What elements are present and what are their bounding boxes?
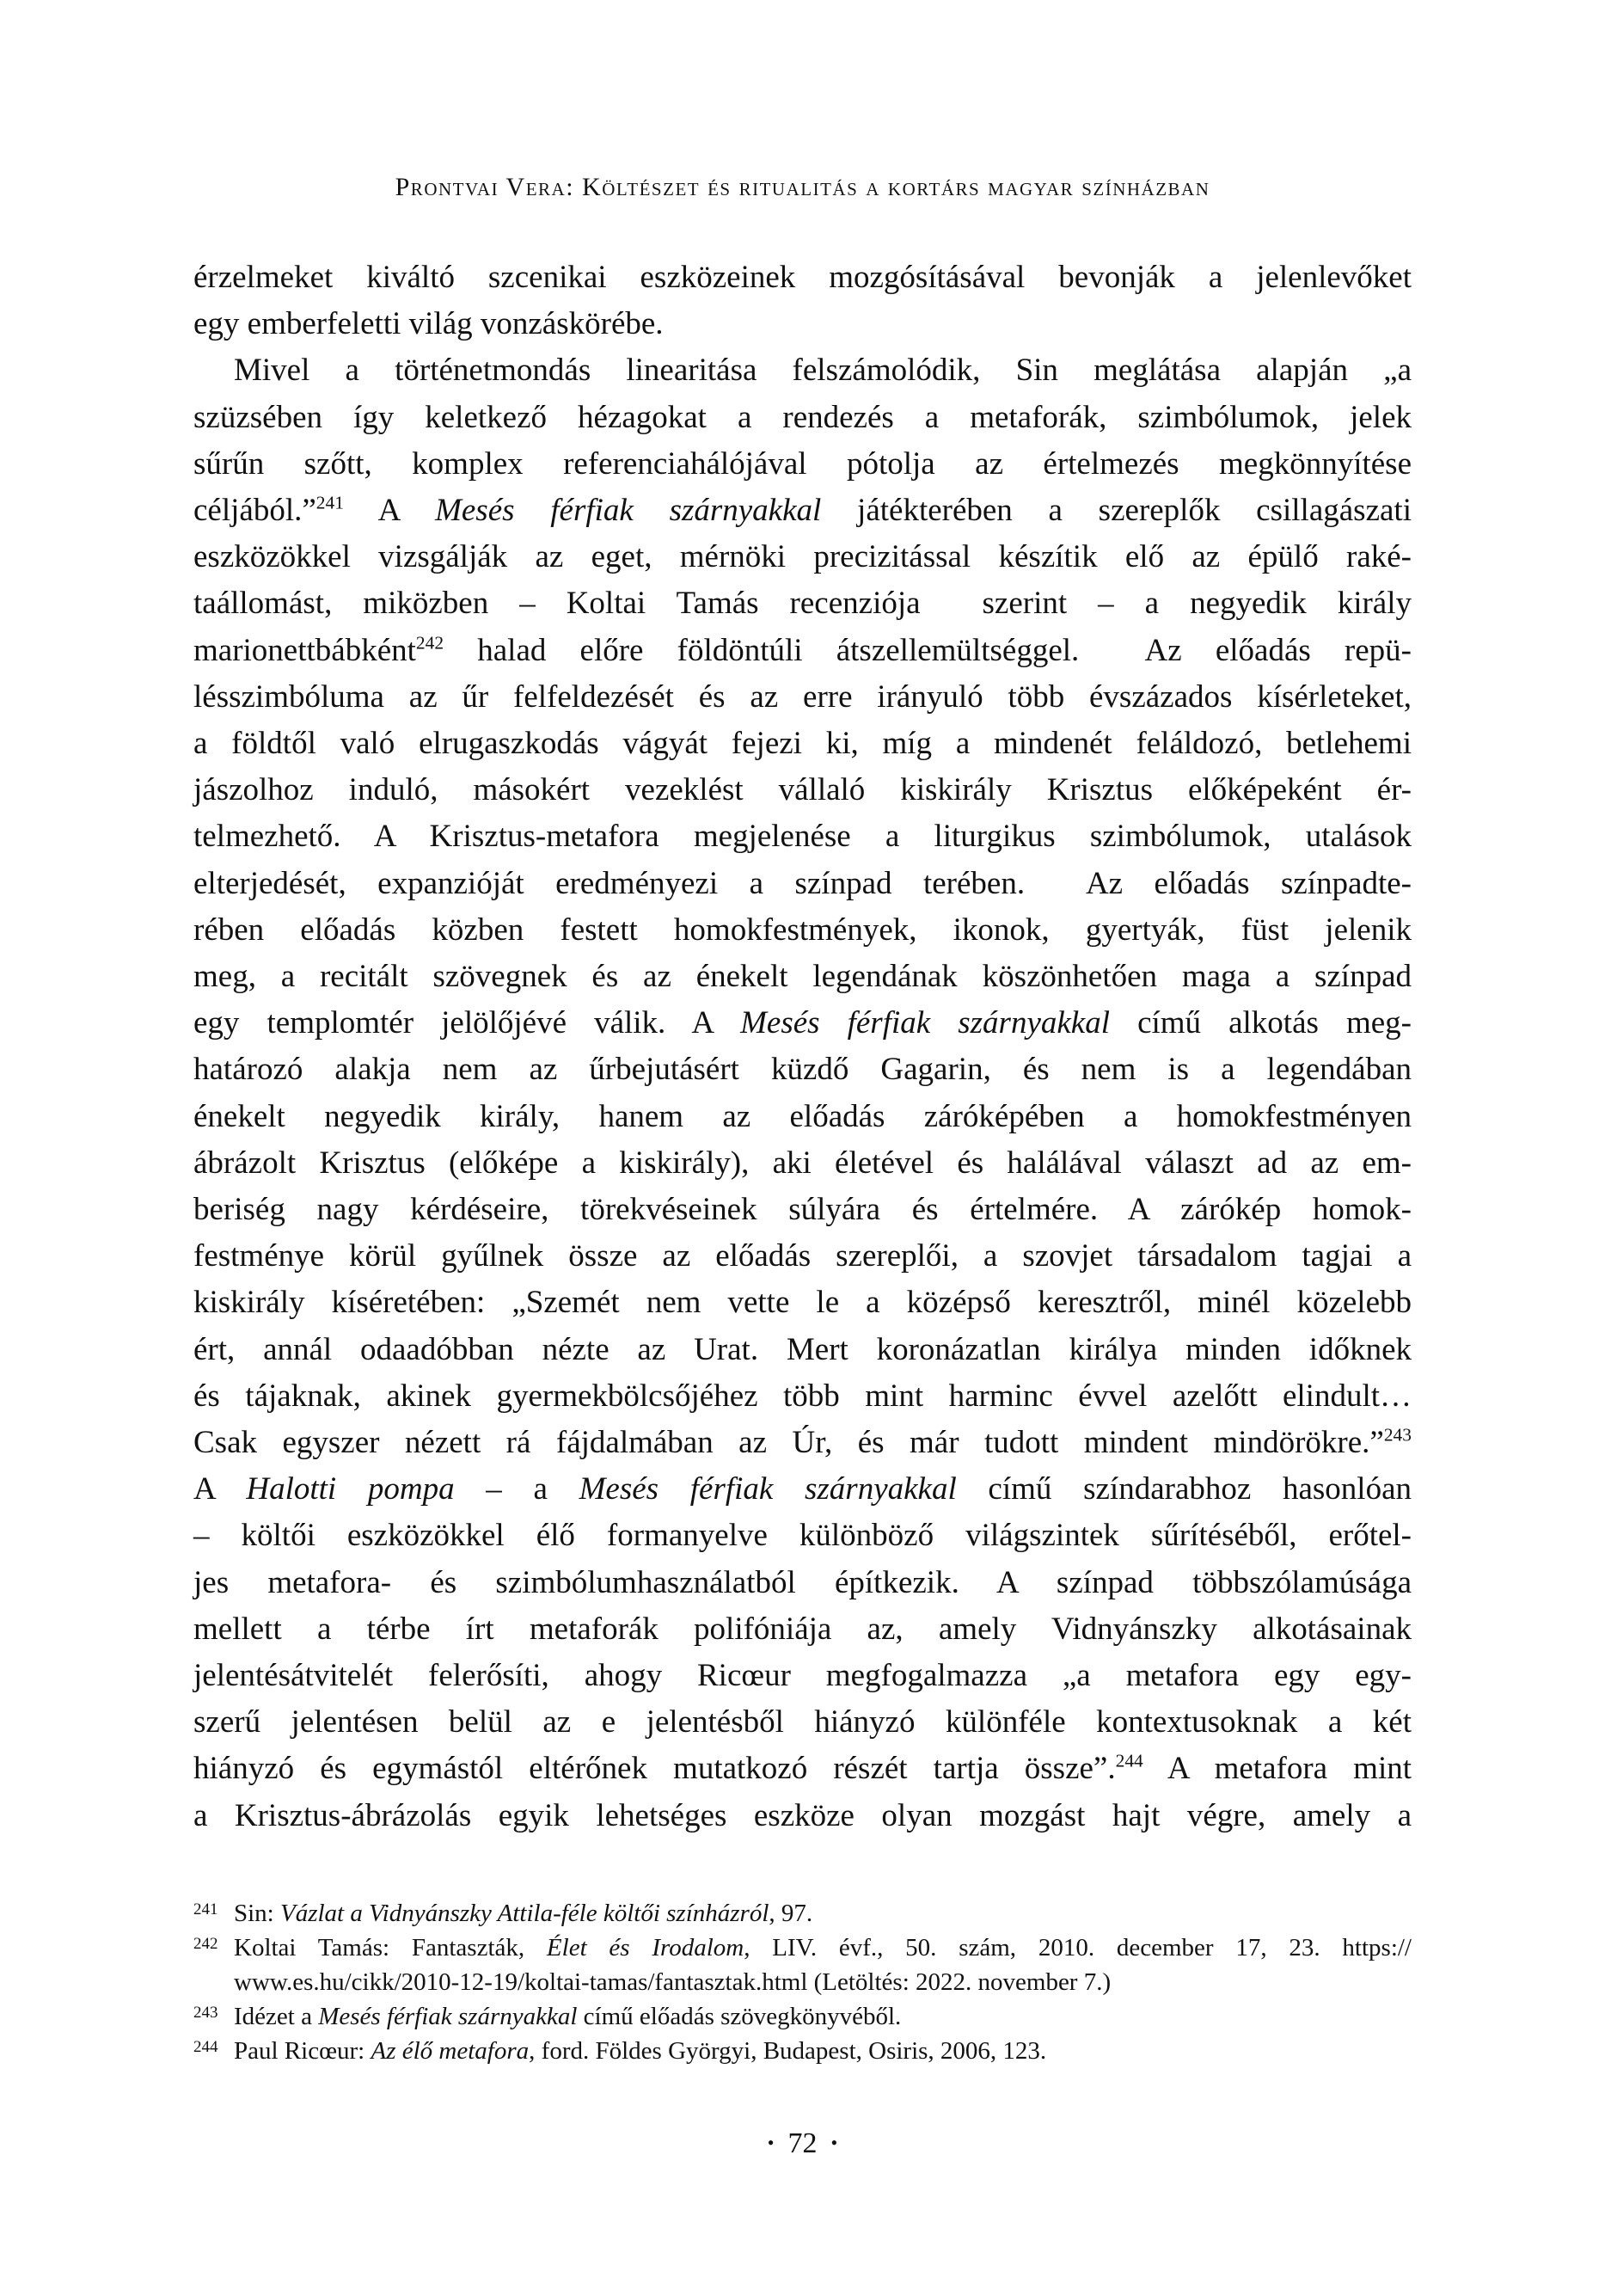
text-segment: Csak egyszer nézett rá fájdalmában az Úr, és már tudott mindent mindörökre.” (193, 1425, 1384, 1460)
text-segment: telmezhető. A Krisztus-metafora megjelenése a liturgikus szimbólumok, utalások (193, 819, 1412, 855)
text-segment: kiskirály kíséretében: „Szemét nem vette le a középső keresztről, minél közelebb (193, 1285, 1412, 1321)
text-segment: a Krisztus-ábrázolás egyik lehetséges eszköze olyan mozgást hajt végre, amely a (193, 1797, 1412, 1833)
text-segment: A (343, 493, 436, 528)
text-segment: Koltai Tamás: Fantaszták, (234, 1934, 547, 1961)
footnote-line (234, 2034, 1412, 2068)
footnote-number: 243 (193, 2004, 218, 2022)
body-line (193, 1653, 1412, 1699)
text-segment: , LIV. évf., 50. szám, 2010. december 17, 23. https:// (744, 1934, 1412, 1961)
text-segment: céljából.” (193, 493, 316, 528)
text-segment: sűrűn szőtt, komplex referenciahálójával pótolja az értelmezés megkönnyítése (193, 445, 1412, 482)
footnote-reference[interactable]: 241 (315, 492, 344, 513)
text-segment: szerű jelentésen belül az e jelentésből hiányzó különféle kontextusoknak a két (193, 1704, 1412, 1740)
body-line (193, 488, 1412, 534)
text-segment: halad előre földöntúli átszellemültséggel. Az előadás repü- (444, 632, 1412, 668)
body-line (193, 674, 1412, 721)
text-segment: és tájaknak, akinek gyermekbölcsőjéhez több mint harminc évvel azelőtt elindult… (193, 1378, 1412, 1414)
body-line (193, 1373, 1412, 1420)
body-line (193, 1746, 1412, 1792)
footnote-number: 244 (193, 2038, 218, 2056)
body-line (193, 954, 1412, 1000)
body-line (193, 1280, 1412, 1326)
body-line (193, 813, 1412, 860)
text-segment: A metafora mint (1142, 1751, 1412, 1787)
footnote-reference[interactable]: 244 (1115, 1751, 1143, 1772)
text-segment: szüzsében így keletkező hézagokat a rendezés a metaforák, szimbólumok, jelek (193, 399, 1412, 435)
text-segment: taállomást, miközben – Koltai Tamás recenziója szerint – a negyedik király (193, 586, 1412, 622)
page-number (0, 2126, 1605, 2161)
footnote-reference[interactable]: 242 (415, 632, 444, 654)
running-head: Prontvai Vera: Költészet és ritualitás a kortárs magyar színházban (395, 173, 1210, 201)
body-line (193, 1000, 1412, 1047)
body-line (193, 580, 1412, 627)
italic-title: Mesés férfiak szárnyakkal (579, 1471, 957, 1507)
text-segment: érzelmeket kiváltó szcenikai eszközeinek mozgósításával bevonják a jelenlevőket (193, 260, 1412, 295)
text-segment: Paul Ricœur: (234, 2037, 371, 2065)
text-segment: eszközökkel vizsgálják az eget, mérnöki precizitással készítik elő az épülő raké- (193, 539, 1412, 575)
text-segment: a földtől való elrugaszkodás vágyát fejezi ki, míg a mindenét feláldozó, betlehemi (193, 726, 1412, 761)
body-line (193, 1187, 1412, 1233)
italic-title: Az élő metafora (371, 2037, 530, 2065)
body-line (193, 1793, 1412, 1839)
text-segment: jászolhoz induló, másokért vezeklést vállaló kiskirály Krisztus előképeként ér- (193, 772, 1412, 808)
text-segment: hiányzó és egymástól eltérőnek mutatkozó részét tartja össze”. (193, 1751, 1116, 1787)
italic-title: Mesés férfiak szárnyakkal (740, 1005, 1110, 1041)
body-line (193, 1606, 1412, 1653)
text-segment: című előadás szövegkönyvéből. (577, 2003, 902, 2030)
footnote-number: 241 (193, 1900, 218, 1918)
body-line (193, 1560, 1412, 1606)
page-number-value: 72 (787, 2127, 818, 2159)
body-line (193, 1327, 1412, 1373)
text-segment: egy templomtér jelölőjévé válik. A (193, 1005, 741, 1041)
body-line (193, 534, 1412, 580)
body-line (193, 1699, 1412, 1746)
footnote-line (234, 1896, 1412, 1931)
footnote-reference[interactable]: 243 (1383, 1424, 1412, 1446)
text-segment: A (193, 1471, 247, 1507)
text-segment: című színdarabhoz hasonlóan (956, 1471, 1412, 1507)
text-segment: meg, a recitált szövegnek és az énekelt legendának köszönhetően maga a színpad (193, 959, 1412, 994)
text-segment: ábrázolt Krisztus (előképe a kiskirály), aki életével és halálával választ ad az em- (193, 1145, 1412, 1181)
text-segment: festménye körül gyűlnek össze az előadás szereplői, a szovjet társadalom tagjai a (193, 1238, 1412, 1274)
footnote-line (234, 1965, 1412, 1999)
text-segment: elterjedését, expanzióját eredményezi a színpad terében. Az előadás színpadte- (193, 865, 1412, 901)
text-segment: egy emberfeletti világ vonzáskörébe. (193, 306, 664, 342)
text-segment: – a (454, 1471, 579, 1507)
text-segment: Idézet a (234, 2003, 319, 2030)
text-segment: , ford. Földes Györgyi, Budapest, Osiris, 2006, 123. (529, 2037, 1047, 2065)
body-line (193, 1094, 1412, 1140)
body-line (193, 301, 1412, 347)
text-segment: rében előadás közben festett homokfestmények, ikonok, gyertyák, füst jelenik (193, 912, 1412, 948)
italic-title: Vázlat a Vidnyánszky Attila-féle költői színházról (280, 1900, 769, 1927)
body-line (193, 1140, 1412, 1187)
italic-title: Mesés férfiak szárnyakkal (318, 2003, 578, 2030)
body-line (193, 441, 1412, 488)
ornament-left-icon: • (767, 2132, 775, 2153)
text-segment: Mivel a történetmondás linearitása felszámolódik, Sin meglátása alapján „a (234, 353, 1412, 389)
footnote-number: 242 (193, 1935, 218, 1953)
body-line (193, 1513, 1412, 1559)
body-line (193, 395, 1412, 441)
footnote-line (234, 1999, 1412, 2034)
text-segment: határozó alakja nem az űrbejutásért küzdő Gagarin, és nem is a legendában (193, 1052, 1412, 1088)
text-segment: , 97. (769, 1900, 813, 1927)
text-segment: marionettbábként (193, 632, 416, 668)
italic-title: Mesés férfiak szárnyakkal (435, 493, 822, 528)
text-segment: beriség nagy kérdéseire, törekvéseinek súlyára és értelmére. A zárókép homok- (193, 1192, 1412, 1227)
body-line (193, 1233, 1412, 1280)
body-line (193, 861, 1412, 907)
text-segment: énekelt negyedik király, hanem az előadás záróképében a homokfestményen (193, 1098, 1412, 1134)
text-segment: ért, annál odaadóbban nézte az Urat. Mert koronázatlan királya minden időknek (193, 1331, 1412, 1367)
body-line (193, 1466, 1412, 1513)
body-line (193, 721, 1412, 767)
text-segment: www.es.hu/cikk/2010-12-19/koltai-tamas/fantasztak.html (Letöltés: 2022. november 7.) (234, 1968, 1112, 1996)
body-line (193, 767, 1412, 813)
body-line (193, 255, 1412, 301)
italic-title: Élet és Irodalom (546, 1934, 744, 1961)
body-line (193, 907, 1412, 954)
body-line (234, 347, 1412, 394)
text-segment: jelentésátvitelét felerősíti, ahogy Ricœur megfogalmazza „a metafora egy egy- (193, 1658, 1412, 1693)
text-segment: című alkotás meg- (1110, 1005, 1412, 1041)
body-line (193, 1420, 1412, 1466)
body-line (193, 628, 1412, 674)
text-segment: jes metafora- és szimbólumhasználatból építkezik. A színpad többszólamúsága (193, 1564, 1412, 1600)
text-segment: mellett a térbe írt metaforák polifóniája az, amely Vidnyánszky alkotásainak (193, 1611, 1412, 1647)
text-segment: lésszimbóluma az űr felfeldezését és az erre irányuló több évszázados kísérleteket, (193, 678, 1412, 715)
text-segment: Sin: (234, 1900, 280, 1927)
text-segment: játékterében a szereplők csillagászati (821, 493, 1412, 528)
text-segment: – költői eszközökkel élő formanyelve különböző világszintek sűrítéséből, erőtel- (193, 1518, 1412, 1554)
italic-title: Halotti pompa (246, 1471, 455, 1507)
ornament-right-icon: • (830, 2132, 838, 2153)
footnote-line (234, 1931, 1412, 1965)
body-line (193, 1047, 1412, 1093)
